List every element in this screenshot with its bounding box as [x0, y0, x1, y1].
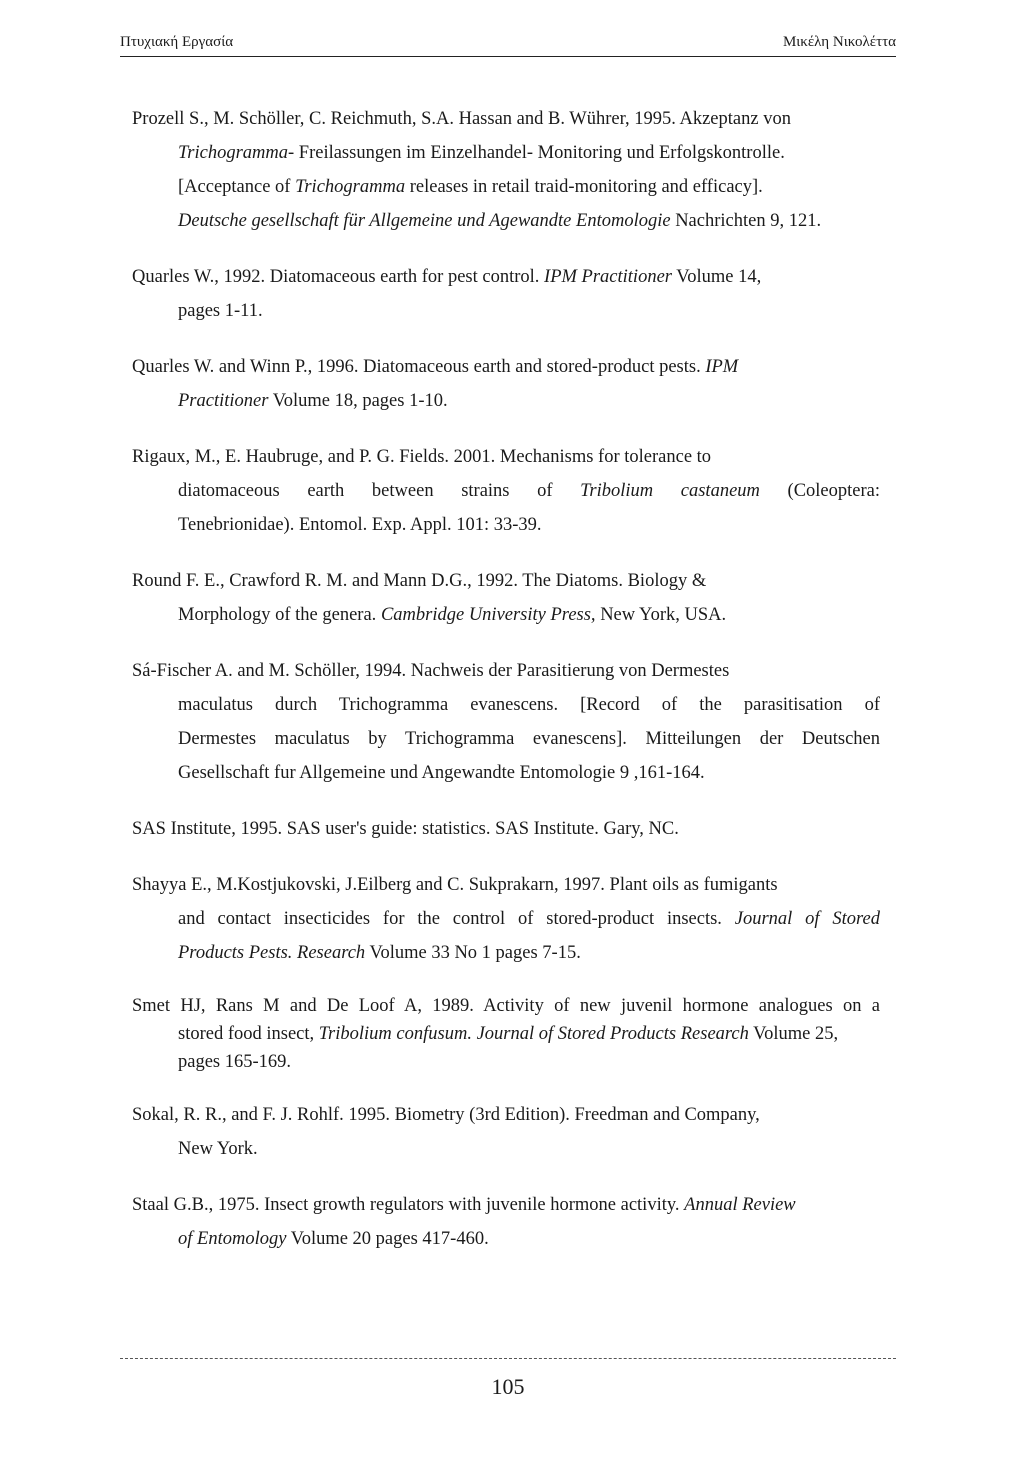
reference-line — [132, 204, 880, 238]
reference-line — [132, 902, 880, 936]
reference-line — [132, 1098, 880, 1132]
reference-text: stored food insect, — [178, 1024, 319, 1044]
reference-text: Sá-Fischer A. and M. Schöller, 1994. Nachweis der Parasitierung von Dermestes — [132, 661, 730, 681]
reference-text: and contact insecticides for the control of stored-product insects. — [178, 909, 735, 929]
reference-text: Shayya E., M.Kostjukovski, J.Eilberg and C. Sukprakarn, 1997. Plant oils as fumigants — [132, 875, 778, 895]
reference-line — [132, 384, 880, 418]
reference-text: [Acceptance of — [178, 177, 296, 197]
italic-text: Trichogramma — [295, 177, 406, 197]
reference-text: Quarles W., 1992. Diatomaceous earth for pest control. — [132, 267, 545, 287]
reference-text: releases in retail traid-monitoring and efficacy]. — [405, 177, 763, 197]
reference-entry — [132, 260, 880, 328]
reference-line — [132, 868, 880, 902]
reference-text: Round F. E., Crawford R. M. and Mann D.G., 1992. The Diatoms. Biology & — [132, 571, 707, 591]
reference-line — [132, 1020, 880, 1048]
reference-line — [132, 722, 880, 756]
reference-list — [132, 102, 880, 1256]
reference-text: diatomaceous earth between strains of — [178, 481, 581, 501]
reference-text: Nachrichten 9, 121. — [670, 211, 822, 231]
header-thesis-label: Πτυχιακή Εργασία — [120, 34, 234, 50]
reference-line — [132, 992, 880, 1020]
reference-text: maculatus durch Trichogramma evanescens. [Record of the parasitisation of — [178, 695, 880, 715]
italic-text: Annual Review — [684, 1195, 796, 1215]
reference-entry — [132, 564, 880, 632]
reference-text: Volume 33 No 1 pages 7-15. — [365, 943, 581, 963]
reference-text: New York. — [178, 1139, 258, 1159]
reference-line — [132, 260, 880, 294]
reference-text: Prozell S., M. Schöller, C. Reichmuth, S.A. Hassan and B. Wührer, 1995. Akzeptanz von — [132, 109, 791, 129]
reference-text: Staal G.B., 1975. Insect growth regulators with juvenile hormone activity. — [132, 1195, 685, 1215]
reference-text: Morphology of the genera. — [178, 605, 381, 625]
reference-line — [132, 688, 880, 722]
italic-text: Trichogramma- — [178, 143, 295, 163]
reference-text: Freilassungen im Einzelhandel- Monitoring und Erfolgskontrolle. — [294, 143, 785, 163]
reference-text: Volume 18, pages 1-10. — [268, 391, 448, 411]
reference-line — [132, 1132, 880, 1166]
italic-text: Tribolium confusum. Journal of Stored Products Research — [318, 1024, 749, 1044]
reference-text: Dermestes maculatus by Trichogramma evanescens]. Mitteilungen der Deutschen — [178, 729, 880, 749]
reference-line — [132, 598, 880, 632]
reference-text: Rigaux, M., E. Haubruge, and P. G. Fields. 2001. Mechanisms for tolerance to — [132, 447, 712, 467]
italic-text: Practitioner — [178, 391, 269, 411]
italic-text: Journal of Stored — [734, 909, 880, 929]
reference-line — [132, 936, 880, 970]
reference-line — [132, 136, 880, 170]
reference-text: Volume 20 pages 417-460. — [286, 1229, 489, 1249]
reference-text: (Coleoptera: — [759, 481, 880, 501]
italic-text: of Entomology — [178, 1229, 287, 1249]
reference-text: Volume 25, — [748, 1024, 839, 1044]
reference-entry — [132, 440, 880, 542]
header-rule — [120, 56, 896, 57]
reference-text: Gesellschaft fur Allgemeine und Angewandte Entomologie 9 ,161-164. — [178, 763, 705, 783]
reference-text: SAS Institute, 1995. SAS user's guide: statistics. SAS Institute. Gary, NC. — [132, 819, 679, 839]
page-number: 105 — [491, 1374, 525, 1399]
italic-text: Deutsche gesellschaft für Allgemeine und Agewandte Entomologie — [178, 211, 671, 231]
reference-line — [132, 812, 880, 846]
reference-entry — [132, 350, 880, 418]
reference-line — [132, 102, 880, 136]
reference-line — [132, 350, 880, 384]
reference-text: pages 1-11. — [178, 301, 263, 321]
reference-line — [132, 564, 880, 598]
italic-text: Cambridge University Press, — [380, 605, 596, 625]
reference-line — [132, 508, 880, 542]
reference-text: Sokal, R. R., and F. J. Rohlf. 1995. Biometry (3rd Edition). Freedman and Company, — [132, 1105, 760, 1125]
reference-entry — [132, 812, 880, 846]
reference-line — [132, 440, 880, 474]
reference-entry — [132, 1098, 880, 1166]
reference-text: New York, USA. — [595, 605, 727, 625]
footer-rule — [120, 1358, 896, 1359]
reference-entry — [132, 868, 880, 970]
reference-line — [132, 756, 880, 790]
reference-line — [132, 1188, 880, 1222]
reference-text: pages 165-169. — [178, 1052, 292, 1072]
italic-text: IPM Practitioner — [544, 267, 672, 287]
reference-text: Quarles W. and Winn P., 1996. Diatomaceous earth and stored-product pests. — [132, 357, 706, 377]
reference-text: Smet HJ, Rans M and De Loof A, 1989. Activity of new juvenil hormone analogues on a — [132, 996, 880, 1016]
reference-text: Tenebrionidae). Entomol. Exp. Appl. 101: 33-39. — [178, 515, 542, 535]
page-header — [120, 34, 896, 58]
reference-line — [132, 1048, 880, 1076]
reference-text: Volume 14, — [671, 267, 762, 287]
reference-entry — [132, 992, 880, 1076]
reference-line — [132, 1222, 880, 1256]
page-footer — [120, 1358, 896, 1399]
reference-entry — [132, 1188, 880, 1256]
reference-entry — [132, 102, 880, 238]
reference-line — [132, 474, 880, 508]
reference-line — [132, 170, 880, 204]
italic-text: IPM — [705, 357, 739, 377]
italic-text: Tribolium castaneum — [580, 481, 760, 501]
reference-line — [132, 294, 880, 328]
italic-text: Products Pests. Research — [178, 943, 366, 963]
reference-entry — [132, 654, 880, 790]
reference-line — [132, 654, 880, 688]
header-author-name: Μικέλη Νικολέττα — [782, 34, 896, 50]
